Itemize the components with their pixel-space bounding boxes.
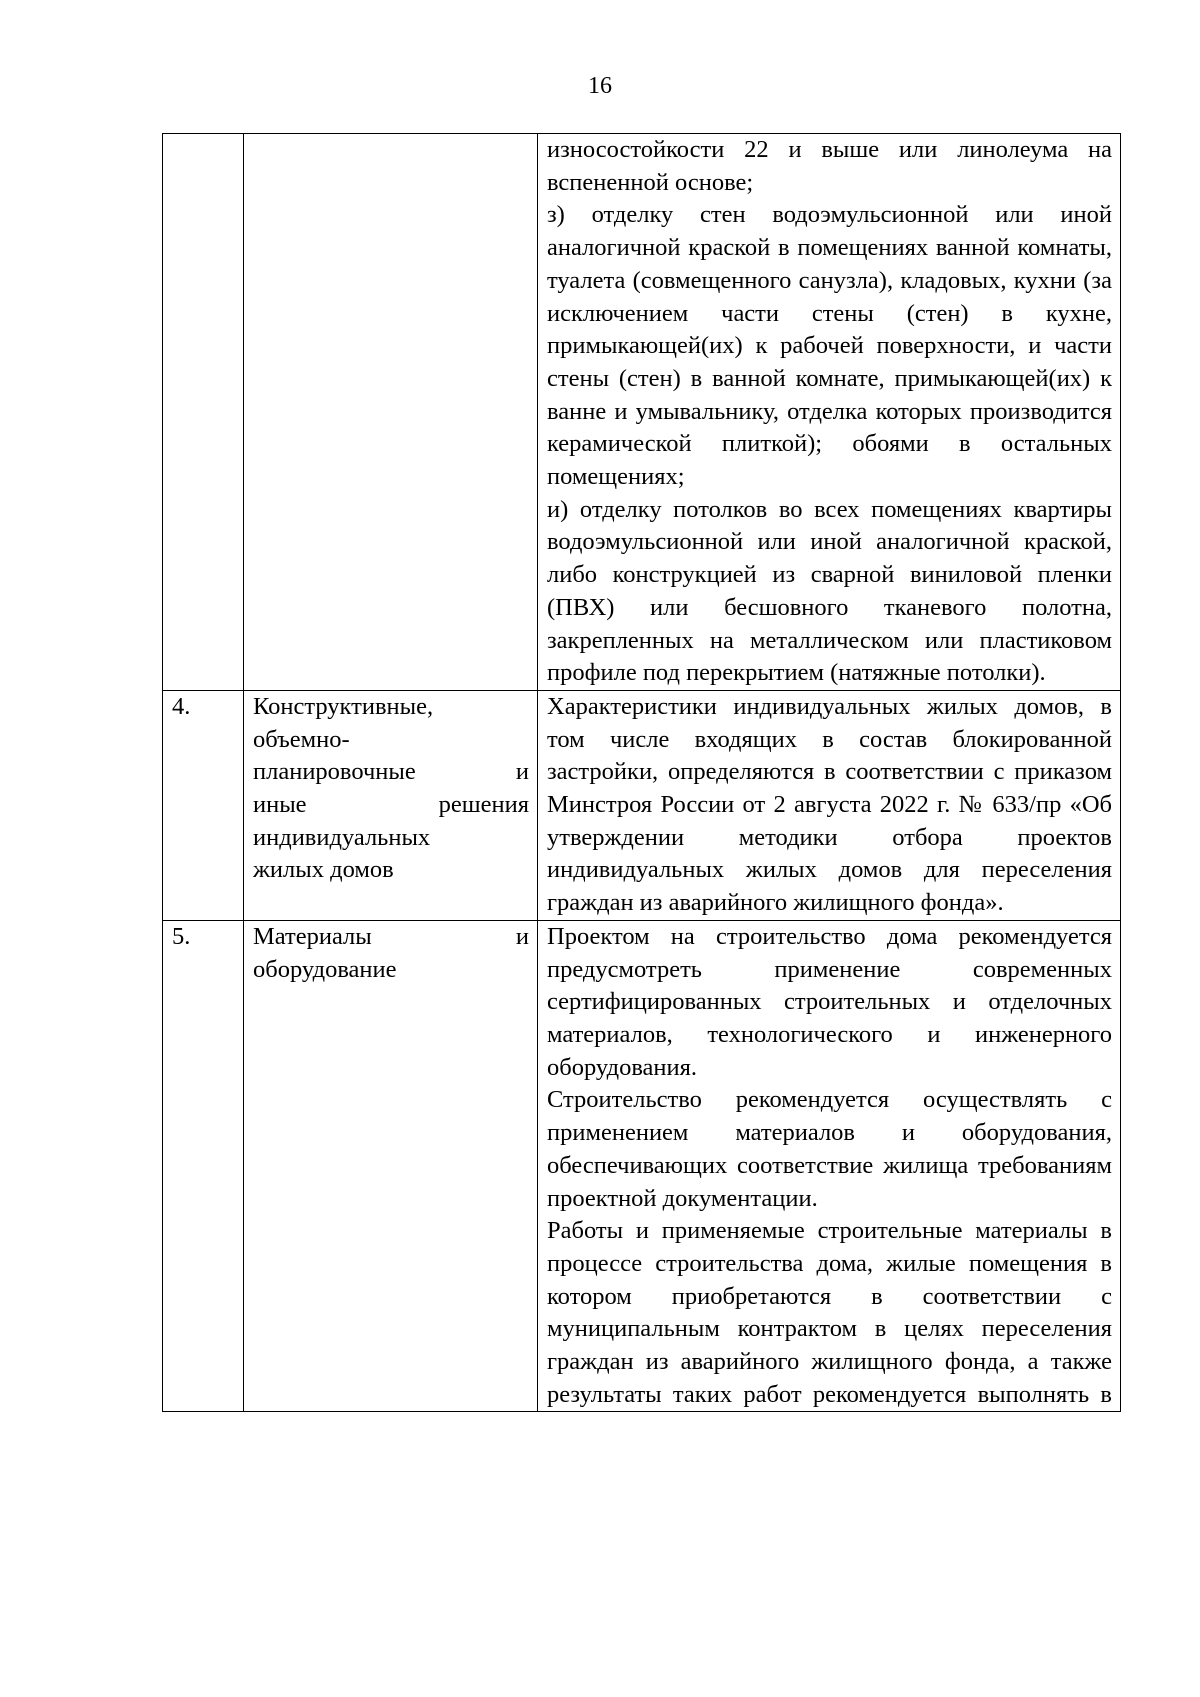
- paragraph: Строительство рекомендуется осуществлять с применением материалов и оборудования, обеспечивающих соответствие жилища требованиям проектной документации.: [547, 1086, 1112, 1212]
- row-name-line: жилых домов: [253, 856, 394, 884]
- table-row: [163, 690, 1121, 920]
- row-name-line: Конструктивные,: [253, 692, 434, 720]
- row-number: 4.: [172, 692, 191, 720]
- row-description-cell: [538, 690, 1121, 920]
- table-row: [163, 134, 1121, 691]
- row-number-cell: [163, 134, 244, 691]
- row-description-cell: [538, 920, 1121, 1412]
- row-number-cell: [163, 690, 244, 920]
- paragraph: Проектом на строительство дома рекомендуется предусмотреть применение современных сертифицированных строительных и отделочных материалов, технологического и инженерного оборудования.: [547, 922, 1112, 1081]
- page-number: 16: [588, 73, 612, 99]
- paragraph: износостойкости 22 и выше или линолеума на вспененной основе;: [547, 136, 1112, 196]
- row-name-line: оборудование: [253, 955, 397, 983]
- row-number-cell: [163, 920, 244, 1412]
- row-name-cell: [244, 920, 538, 1412]
- row-name-line: Материалы и: [253, 922, 529, 950]
- paragraph: и) отделку потолков во всех помещениях квартиры водоэмульсионной или иной аналогичной краской, либо конструкцией из сварной виниловой пленки (ПВХ) или бесшовного тканевого полотна, закрепленных на металлическом или пластиковом профиле под перекрытием (натяжные потолки).: [547, 495, 1112, 687]
- row-name-line: объемно-: [253, 725, 350, 753]
- requirements-table: [162, 133, 1121, 1412]
- row-name-line: планировочные и: [253, 758, 529, 786]
- paragraph: Характеристики индивидуальных жилых домов, в том числе входящих в состав блокированной застройки, определяются в соответствии с приказом Минстроя России от 2 августа 2022 г. № 633/пр «Об утверждении методики отбора проектов индивидуальных жилых домов для переселения граждан из аварийного жилищного фонда».: [547, 692, 1112, 917]
- row-name-cell: [244, 134, 538, 691]
- row-name: [253, 691, 529, 887]
- row-number: 5.: [172, 922, 191, 950]
- row-name: [253, 921, 529, 986]
- table-row: [163, 920, 1121, 1412]
- row-name-line: иные решения: [253, 791, 529, 819]
- paragraph: Работы и применяемые строительные материалы в процессе строительства дома, жилые помещения в котором приобретаются в соответствии с муниципальным контрактом в целях переселения граждан из аварийного жилищного фонда, а также результаты таких работ рекомендуется выполнять в: [547, 1217, 1112, 1408]
- row-name-cell: [244, 690, 538, 920]
- row-description-cell: [538, 134, 1121, 691]
- row-name-line: индивидуальных: [253, 823, 431, 851]
- paragraph: з) отделку стен водоэмульсионной или иной аналогичной краской в помещениях ванной комнаты, туалета (совмещенного санузла), кладовых, кухни (за исключением части стены (стен) в кухне, примыкающей(их) к рабочей поверхности, и части стены (стен) в ванной комнате, примыкающей(их) к ванне и умывальнику, отделка которых производится керамической плиткой); обоями в остальных помещениях;: [547, 201, 1112, 491]
